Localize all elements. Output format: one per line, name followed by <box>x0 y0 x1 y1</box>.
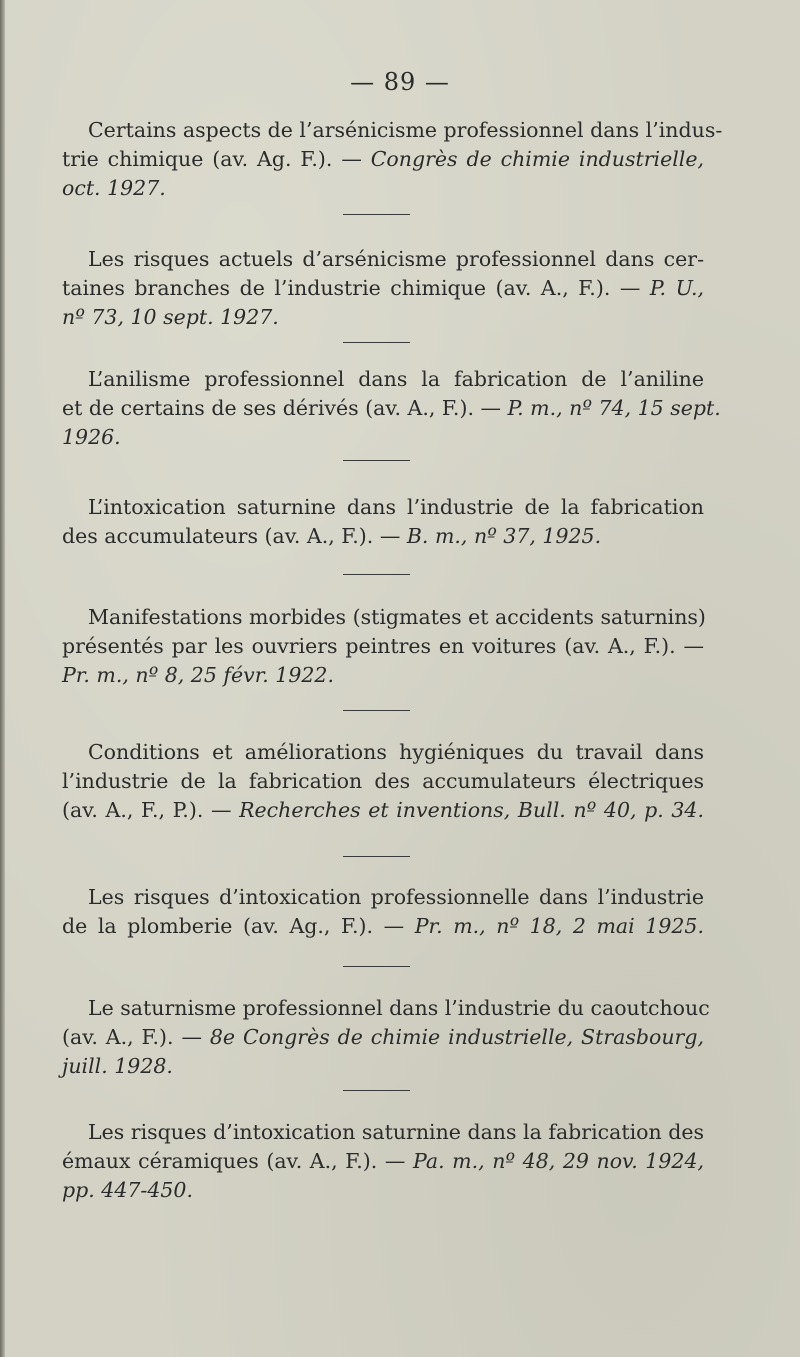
entry-line: (av. A., F., P.). — Recherches et inventions, Bull. nº 40, p. 34. <box>62 798 704 822</box>
entry-line: nº 73, 10 sept. 1927. <box>62 305 279 329</box>
entry-line: et de certains de ses dérivés (av. A., F.). — P. m., nº 74, 15 sept. <box>62 396 721 420</box>
bibliography-entry <box>62 1118 704 1205</box>
entry-line: Les risques d’intoxication professionnelle dans l’industrie <box>88 885 704 909</box>
separator-rule <box>343 710 410 711</box>
bibliography-entry <box>62 365 721 452</box>
bibliography-entry <box>62 994 710 1081</box>
separator-rule <box>343 966 410 967</box>
entry-line: Le saturnisme professionnel dans l’industrie du caoutchouc <box>88 996 710 1020</box>
citation-source: P. m., nº 74, 15 sept. <box>507 396 721 420</box>
entry-line: (av. A., F.). — 8e Congrès de chimie industrielle, Strasbourg, <box>62 1025 704 1049</box>
citation-source: 8e Congrès de chimie industrielle, Strasbourg, <box>209 1025 704 1049</box>
citation-source: Pr. m., nº 18, 2 mai 1925. <box>414 914 704 938</box>
page-number: — 89 — <box>350 68 450 96</box>
entry-line: Conditions et améliorations hygiéniques du travail dans <box>88 740 704 764</box>
bibliography-entry <box>62 116 723 203</box>
citation-source: P. U., <box>649 276 704 300</box>
entry-line: L’intoxication saturnine dans l’industrie de la fabrication <box>88 495 704 519</box>
separator-rule <box>343 342 410 343</box>
entry-line: pp. 447-450. <box>62 1178 193 1202</box>
entry-line: Pr. m., nº 8, 25 févr. 1922. <box>62 663 334 687</box>
entry-line: oct. 1927. <box>62 176 166 200</box>
citation-source: B. m., nº 37, 1925. <box>406 524 602 548</box>
entry-line: taines branches de l’industrie chimique (av. A., F.). — P. U., <box>62 276 704 300</box>
separator-rule <box>343 460 410 461</box>
entry-line: L’anilisme professionnel dans la fabrication de l’aniline <box>88 367 704 391</box>
bibliography-entry <box>62 603 704 690</box>
separator-rule <box>343 1090 410 1091</box>
separator-rule <box>343 214 410 215</box>
bibliography-entry <box>62 883 704 941</box>
entry-line: Les risques actuels d’arsénicisme professionnel dans cer- <box>88 247 704 271</box>
page-edge <box>0 0 5 1357</box>
entry-line: juill. 1928. <box>62 1054 173 1078</box>
entry-line: l’industrie de la fabrication des accumulateurs électriques <box>62 769 704 793</box>
entry-line: trie chimique (av. Ag. F.). — Congrès de chimie industrielle, <box>62 147 704 171</box>
bibliography-entry <box>62 738 704 825</box>
citation-source: Pa. m., nº 48, 29 nov. 1924, <box>412 1149 704 1173</box>
entry-line: Certains aspects de l’arsénicisme professionnel dans l’indus- <box>88 118 723 142</box>
bibliography-entry <box>62 493 704 551</box>
entry-line: émaux céramiques (av. A., F.). — Pa. m., nº 48, 29 nov. 1924, <box>62 1149 704 1173</box>
bibliography-entry <box>62 245 704 332</box>
entry-line: Manifestations morbides (stigmates et accidents saturnins) <box>88 605 706 629</box>
entry-line: Les risques d’intoxication saturnine dans la fabrication des <box>88 1120 704 1144</box>
separator-rule <box>343 856 410 857</box>
citation-source: Congrès de chimie industrielle, <box>370 147 704 171</box>
entry-line: présentés par les ouvriers peintres en voitures (av. A., F.). — <box>62 634 704 658</box>
entry-line: 1926. <box>62 425 121 449</box>
citation-source: Recherches et inventions, Bull. nº 40, p. 34. <box>239 798 704 822</box>
entry-line: de la plomberie (av. Ag., F.). — Pr. m., nº 18, 2 mai 1925. <box>62 914 704 938</box>
separator-rule <box>343 574 410 575</box>
entry-line: des accumulateurs (av. A., F.). — B. m., nº 37, 1925. <box>62 524 602 548</box>
